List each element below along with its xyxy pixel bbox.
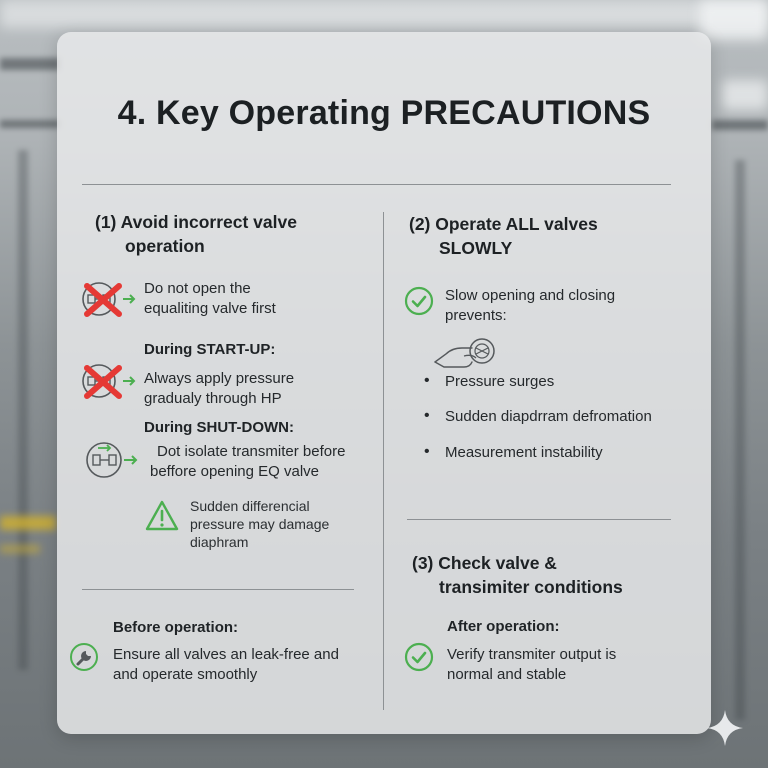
left-bottom-divider <box>82 589 354 590</box>
section1-heading: (1) Avoid incorrect valve operation <box>95 212 297 256</box>
wrench-circle-icon <box>69 642 99 672</box>
startup-label: During START-UP: <box>144 341 276 358</box>
before-operation-text: Ensure all valves an leak-free and and operate smoothly <box>113 646 339 683</box>
section2-heading: (2) Operate ALL valves SLOWLY <box>409 214 598 258</box>
column-divider <box>383 212 384 710</box>
list-item: • Measurement instability <box>445 444 603 461</box>
right-divider <box>407 519 671 520</box>
valve-icon <box>82 438 142 482</box>
item3-text: Dot isolate transmiter before beffore opening EQ valve <box>150 443 346 480</box>
precautions-card <box>57 32 711 734</box>
list-item: • Sudden diapdrram defromation <box>445 408 652 425</box>
item1-text: Do not open the equaliting valve first <box>144 280 276 317</box>
check-circle-icon <box>404 286 434 316</box>
sparkle-icon <box>705 708 745 748</box>
check-circle-icon <box>404 642 434 672</box>
crossed-valve-icon <box>79 276 139 322</box>
crossed-valve-icon <box>79 358 139 404</box>
section3-heading: (3) Check valve & transimiter conditions <box>412 553 623 597</box>
item2-text: Always apply pressure gradualy through HP <box>144 370 295 407</box>
page-title: 4. Key Operating PRECAUTIONS <box>117 94 651 132</box>
hand-valve-icon <box>432 334 502 372</box>
after-operation-label: After operation: <box>447 618 560 635</box>
after-operation-text: Verify transmiter output is normal and stable <box>447 646 617 683</box>
warning-text: Sudden differencial pressure may damage diaphram <box>190 498 330 550</box>
before-operation-label: Before operation: <box>113 619 239 636</box>
shutdown-label: During SHUT-DOWN: <box>144 419 294 436</box>
section2-intro: Slow opening and closing prevents: <box>445 287 616 324</box>
list-item: • Pressure surges <box>445 373 554 390</box>
title-divider <box>82 184 671 185</box>
warning-triangle-icon <box>145 500 179 532</box>
